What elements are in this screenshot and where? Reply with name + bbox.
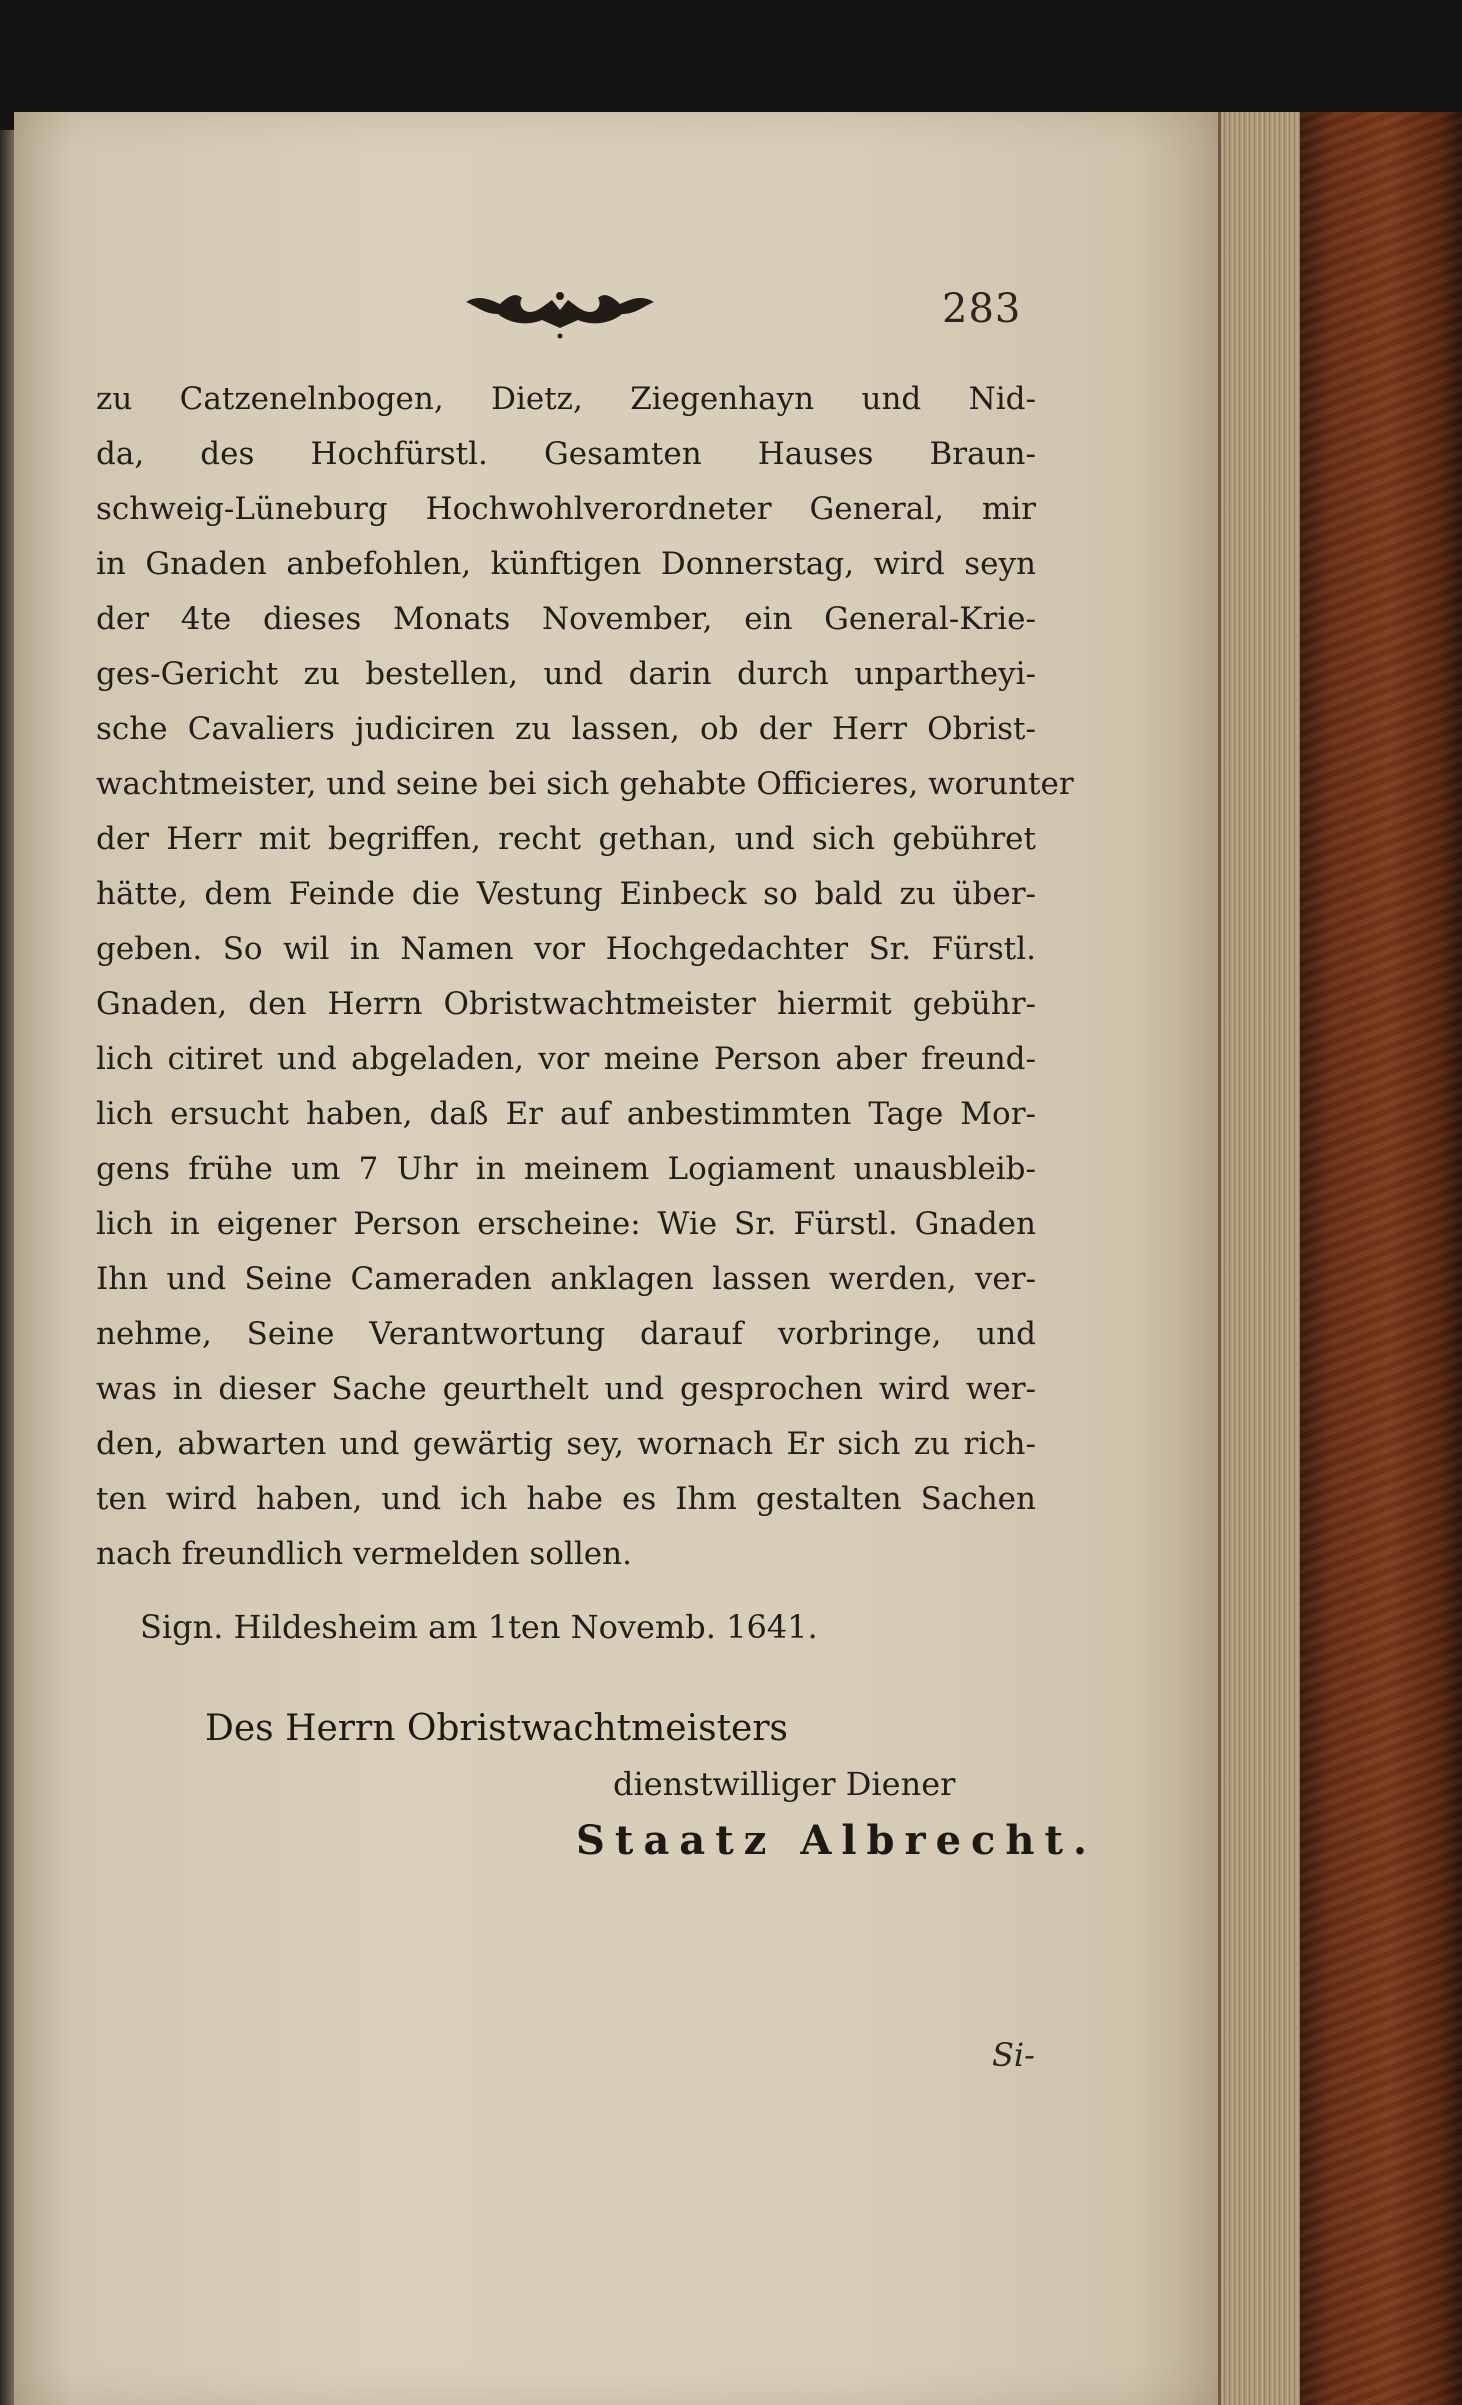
- text-line: in Gnaden anbefohlen, künftigen Donnerstag, wird seyn: [96, 546, 1036, 582]
- closing-servant: dienstwilliger Diener: [613, 1765, 956, 1803]
- text-line: was in dieser Sache geurthelt und gesprochen wird wer-: [96, 1371, 1036, 1407]
- text-line: schweig-Lüneburg Hochwohlverordneter General, mir: [96, 491, 1036, 527]
- text-line: wachtmeister, und seine bei sich gehabte Officieres, worunter: [96, 766, 1074, 802]
- text-line: den, abwarten und gewärtig sey, wornach Er sich zu rich-: [96, 1426, 1036, 1462]
- printer-ornament-icon: [460, 282, 660, 342]
- text-line: lich citiret und abgeladen, vor meine Person aber freund-: [96, 1041, 1036, 1077]
- leather-cover: [1300, 112, 1462, 2405]
- text-line: sche Cavaliers judiciren zu lassen, ob der Herr Obrist-: [96, 711, 1036, 747]
- text-line: geben. So wil in Namen vor Hochgedachter Sr. Fürstl.: [96, 931, 1036, 967]
- text-line: da, des Hochfürstl. Gesamten Hauses Braun-: [96, 436, 1036, 472]
- text-line: nach freundlich vermelden sollen.: [96, 1536, 632, 1572]
- text-line: der Herr mit begriffen, recht gethan, und sich gebühret: [96, 821, 1036, 857]
- body-text: [96, 372, 1074, 1582]
- text-line: Gnaden, den Herrn Obristwachtmeister hiermit gebühr-: [96, 986, 1036, 1022]
- closing-signature: Staatz Albrecht.: [576, 1817, 1097, 1864]
- text-line: ten wird haben, und ich habe es Ihm gestalten Sachen: [96, 1481, 1036, 1517]
- text-line: der 4te dieses Monats November, ein General-Krie-: [96, 601, 1036, 637]
- text-line: zu Catzenelnbogen, Dietz, Ziegenhayn und Nid-: [96, 381, 1036, 417]
- text-line: nehme, Seine Verantwortung darauf vorbringe, und: [96, 1316, 1036, 1352]
- text-line: lich ersucht haben, daß Er auf anbestimmten Tage Mor-: [96, 1096, 1036, 1132]
- text-line: gens frühe um 7 Uhr in meinem Logiament unausbleib-: [96, 1151, 1036, 1187]
- page-edges: [1218, 112, 1313, 2405]
- closing-address: Des Herrn Obristwachtmeisters: [205, 1708, 789, 1749]
- text-line: Ihn und Seine Cameraden anklagen lassen werden, ver-: [96, 1261, 1036, 1297]
- catchword: Si-: [992, 2036, 1035, 2074]
- page-number: 283: [942, 286, 1022, 332]
- text-line: ges-Gericht zu bestellen, und darin durch unpartheyi-: [96, 656, 1036, 692]
- text-line: hätte, dem Feinde die Vestung Einbeck so bald zu über-: [96, 876, 1036, 912]
- text-line: lich in eigener Person erscheine: Wie Sr. Fürstl. Gnaden: [96, 1206, 1036, 1242]
- signature-place-date: Sign. Hildesheim am 1ten Novemb. 1641.: [140, 1608, 818, 1646]
